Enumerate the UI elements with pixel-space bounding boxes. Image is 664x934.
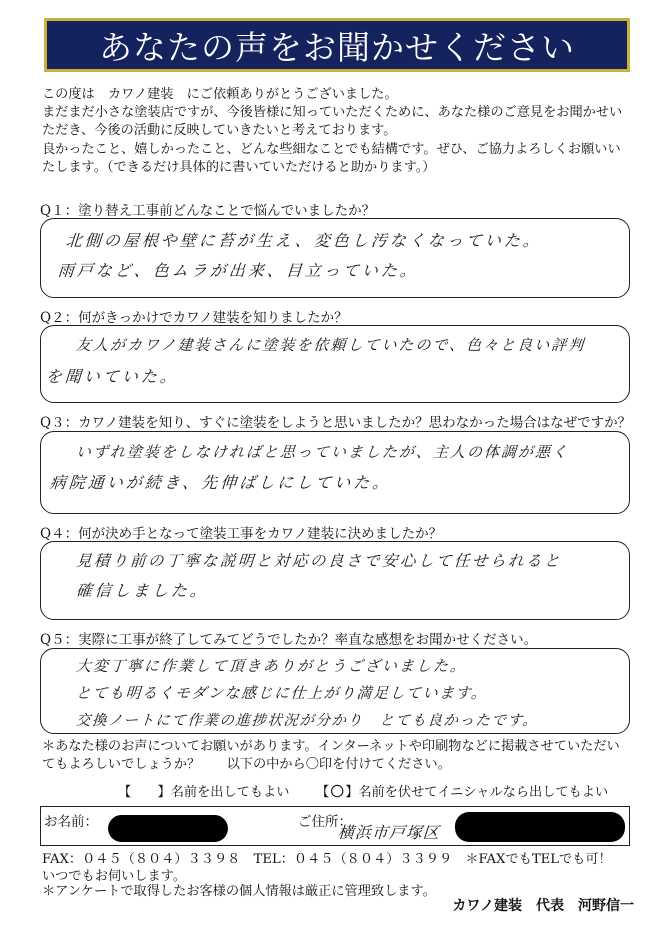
address-value: 横浜市戸塚区 xyxy=(337,823,441,842)
name-label: お名前： xyxy=(44,814,98,830)
answer-5-line-2: とても明るくモダンな感じに仕上がり満足しています。 xyxy=(75,684,489,702)
intro-line: たします。（できるだけ具体的に書いていただけると助かります。） xyxy=(42,159,436,175)
intro-line: 良かったこと、嬉しかったこと、どんな些細なことでも結構です。ぜひ、ご協力よろしくお願いい xyxy=(42,141,621,157)
question-5: Q５：実際に工事が終了してみてどうでしたか？率直な感想をお聞かせください。 xyxy=(40,632,538,648)
choice-bracket-open: 【 xyxy=(316,785,330,800)
question-1: Q１：塗り替え工事前どんなことで悩んでいましたか？ xyxy=(40,203,376,219)
answer-2-line-2: を聞いていた。 xyxy=(45,367,180,386)
page-title: あなたの声をお聞かせください xyxy=(99,27,575,67)
request-note-line-2: てもよろしいでしょうか？ 以下の中から〇印を付けてください。 xyxy=(42,757,451,772)
intro-line: ただき、今後の活動に反映していきたいと考えております。 xyxy=(42,123,397,139)
address-label: ご住所： xyxy=(298,814,352,830)
choice-initials-only[interactable] xyxy=(316,781,608,800)
redacted-name xyxy=(108,815,228,842)
intro-line: この度は カワノ建装 にご依頼ありがとうございました。 xyxy=(42,87,398,102)
answer-2-line-1: 友人がカワノ建装さんに塗装を依頼していたので、色々と良い評判 xyxy=(75,336,586,354)
company-signature: カワノ建装 代表 河野信一 xyxy=(452,898,634,914)
answer-5-line-1: 大変丁寧に作業して頂きありがとうございました。 xyxy=(75,657,468,675)
answer-3-line-1: いずれ塗装をしなければと思っていましたが、主人の体調が悪く xyxy=(75,443,570,461)
title-banner xyxy=(44,18,630,72)
request-note-line-1: ＊あなた様のお声についてお願いがあります。インターネットや印刷物などに掲載させていただい xyxy=(42,739,620,754)
answer-1-line-1: 北側の屋根や壁に苔が生え、変色し汚なくなっていた。 xyxy=(65,231,543,250)
answer-5-line-3: 交換ノートにて作業の進捗状況が分かり とても良かったです。 xyxy=(75,713,539,729)
question-2: Q２：何がきっかけでカワノ建装を知りましたか？ xyxy=(40,310,348,326)
answer-4-line-2: 確信しました。 xyxy=(75,581,210,600)
circle-mark: 〇 xyxy=(330,785,344,800)
question-4: Q４：何が決め手となって塗装工事をカワノ建装に決めましたか？ xyxy=(40,526,443,542)
choice-initials-label: 】名前を伏せてイニシャルなら出してもよい xyxy=(345,785,609,800)
answer-4-line-1: 見積り前の丁寧な説明と対応の良さで安心して任せられると xyxy=(75,552,563,570)
intro-line: まだまだ小さな塗装店ですが、今後皆様に知っていただくために、あなた様のご意見をお聞かせい xyxy=(42,105,623,121)
intro-text xyxy=(42,86,637,177)
contact-note: いつでもお伺いします。 xyxy=(42,869,187,884)
answer-3-line-2: 病院通いが続き、先伸ばしにしていた。 xyxy=(49,473,392,492)
choice-show-name[interactable]: 【 】名前を出してもよい xyxy=(118,785,290,800)
privacy-note: ＊アンケートで取得したお客様の個人情報は厳正に管理致します。 xyxy=(42,884,436,899)
question-3: Q３：カワノ建装を知り、すぐに塗装をしようと思いましたか？思わなかった場合はなぜですか？ xyxy=(40,415,632,431)
answer-1-line-2: 雨戸など、色ムラが出来、目立っていた。 xyxy=(57,261,420,280)
contact-numbers: FAX：０４５（８０４）３３９８ TEL：０４５（８０４）３３９９ ＊FAXでもTELでも可！ xyxy=(42,852,612,867)
redacted-address xyxy=(455,812,625,842)
